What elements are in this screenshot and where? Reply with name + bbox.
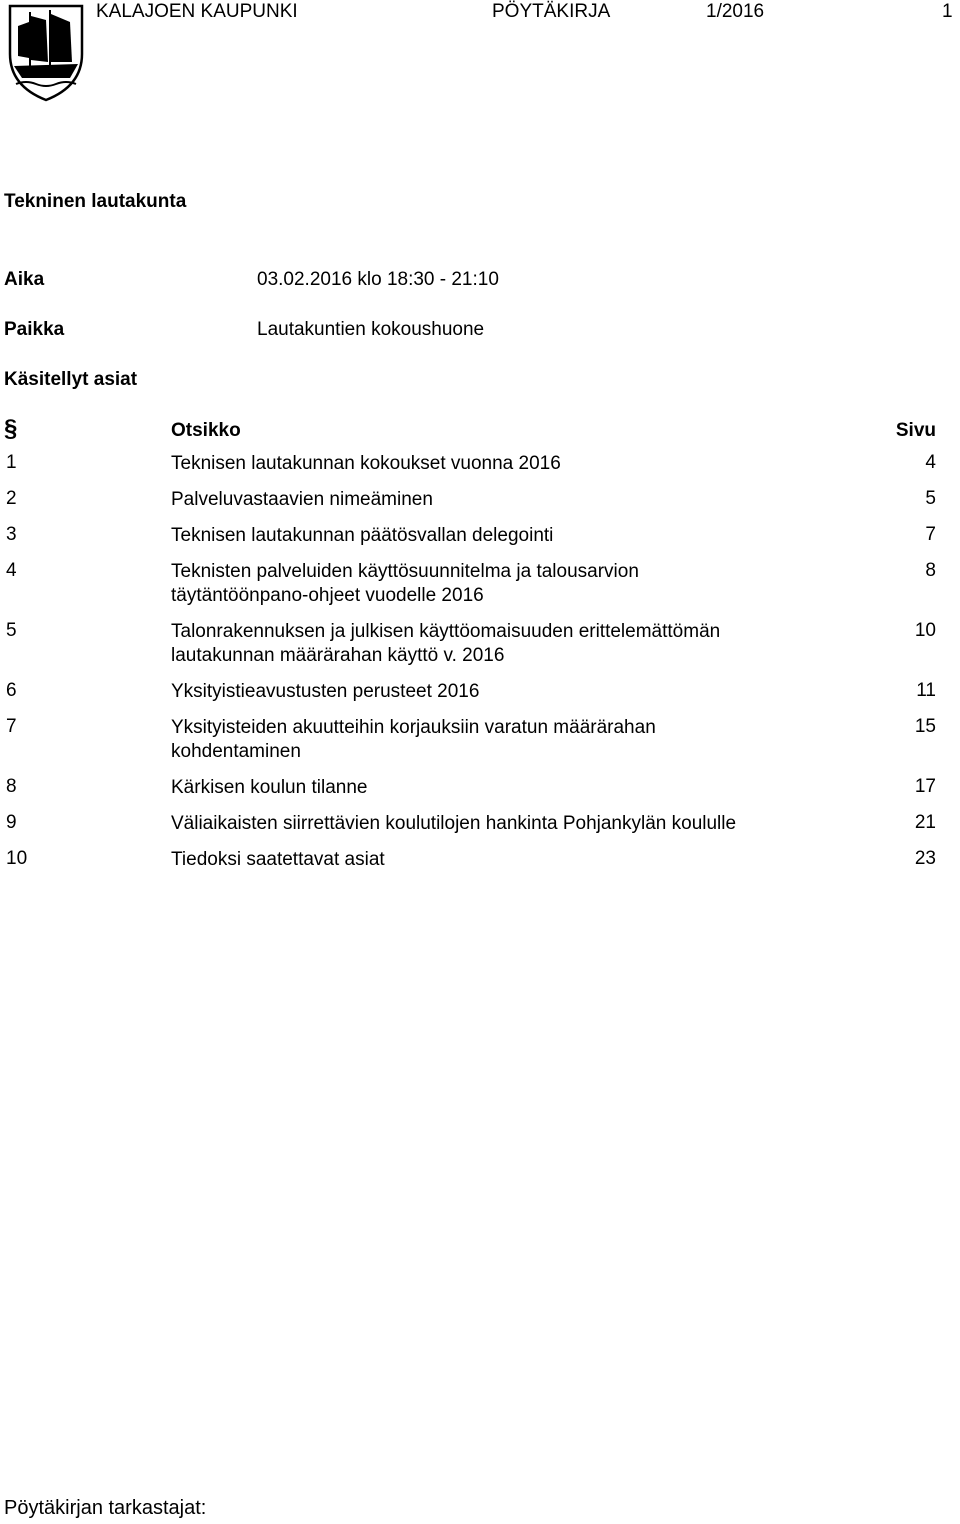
minutes-checkers-label: Pöytäkirjan tarkastajat:	[4, 1497, 207, 1519]
table-row	[0, 488, 944, 512]
row-page: 10	[914, 620, 936, 641]
committee-name: Tekninen lautakunta	[4, 191, 187, 212]
row-number: 6	[6, 680, 17, 701]
topics-heading: Käsitellyt asiat	[4, 369, 138, 390]
row-title: Tiedoksi saatettavat asiat	[171, 849, 385, 870]
table-row	[0, 716, 944, 764]
topics-table	[0, 416, 944, 872]
row-number: 7	[6, 716, 17, 737]
topics-table-body	[0, 452, 944, 872]
row-number: 2	[6, 488, 17, 509]
document-type: PÖYTÄKIRJA	[492, 1, 611, 22]
row-number: 1	[6, 452, 17, 473]
row-page: 15	[914, 716, 936, 737]
time-label: Aika	[4, 269, 45, 290]
row-title: Kärkisen koulun tilanne	[171, 777, 368, 798]
row-page: 21	[914, 812, 936, 833]
city-name: KALAJOEN KAUPUNKI	[96, 1, 298, 22]
row-title: Talonrakennuksen ja julkisen käyttöomaisuuden erittelemättömän lautakunnan määrärahan käyttö v. 2016	[171, 621, 721, 666]
row-page: 23	[914, 848, 936, 869]
row-title: Yksityistieavustusten perusteet 2016	[171, 681, 480, 702]
row-page: 17	[914, 776, 936, 797]
table-row	[0, 776, 944, 800]
table-row	[0, 560, 944, 608]
time-value: 03.02.2016 klo 18:30 - 21:10	[257, 269, 499, 290]
table-row	[0, 848, 944, 872]
row-number: 10	[6, 848, 28, 869]
row-number: 9	[6, 812, 17, 833]
title-column-header: Otsikko	[171, 420, 241, 441]
row-page: 5	[925, 488, 936, 509]
row-title: Teknisen lautakunnan kokoukset vuonna 2016	[171, 453, 561, 474]
row-title: Teknisen lautakunnan päätösvallan delegointi	[171, 525, 554, 546]
row-title: Väliaikaisten siirrettävien koulutilojen hankinta Pohjankylän koululle	[171, 813, 737, 834]
row-number: 8	[6, 776, 17, 797]
place-value: Lautakuntien kokoushuone	[257, 319, 485, 340]
document-number: 1/2016	[706, 1, 765, 22]
row-number: 5	[6, 620, 17, 641]
row-page: 7	[925, 524, 936, 545]
row-number: 3	[6, 524, 17, 545]
table-row	[0, 680, 944, 704]
page-number: 1	[942, 1, 953, 22]
table-row	[0, 524, 944, 548]
section-symbol-icon: §	[4, 415, 18, 442]
row-title: Palveluvastaavien nimeäminen	[171, 489, 433, 510]
table-row	[0, 812, 944, 836]
row-page: 8	[925, 560, 936, 581]
row-title: Teknisten palveluiden käyttösuunnitelma ja talousarvion täytäntöönpano-ohjeet vuodelle 2016	[171, 561, 639, 606]
place-label: Paikka	[4, 319, 65, 340]
table-row	[0, 452, 944, 476]
page-column-header: Sivu	[895, 420, 936, 441]
row-number: 4	[6, 560, 17, 581]
row-title: Yksityisteiden akuutteihin korjauksiin varatun määrärahan kohdentaminen	[171, 717, 656, 762]
table-row	[0, 620, 944, 668]
city-crest-logo	[6, 2, 86, 102]
topics-table-header	[0, 416, 944, 448]
row-page: 4	[925, 452, 936, 473]
row-page: 11	[916, 680, 936, 701]
